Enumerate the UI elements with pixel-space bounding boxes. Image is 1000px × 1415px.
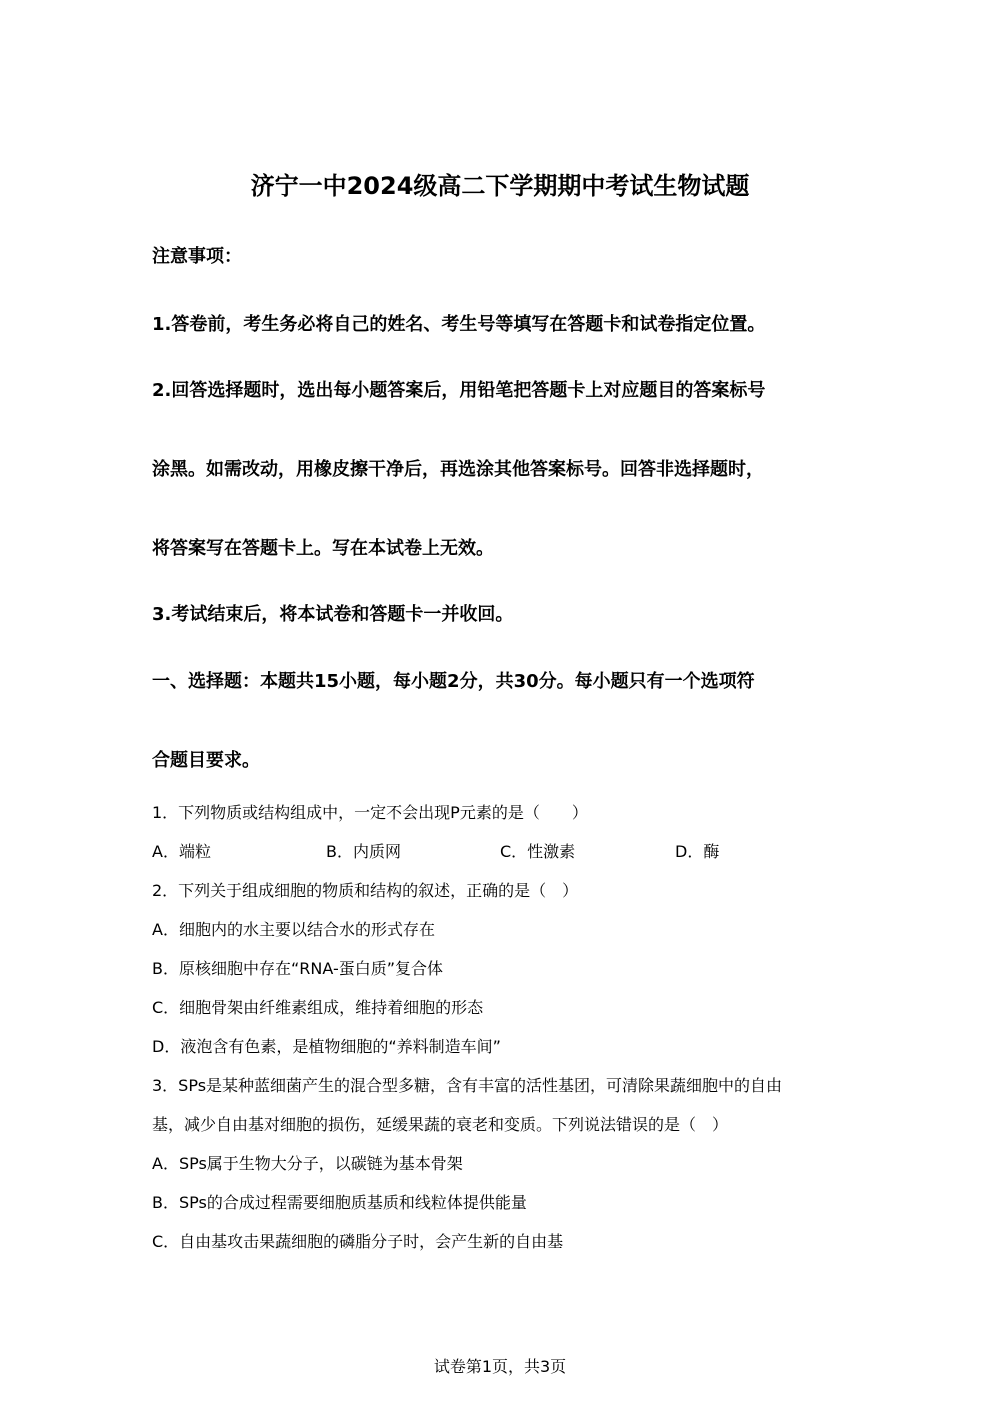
question-1-stem: 1．下列物质或结构组成中，一定不会出现P元素的是（ ） — [152, 803, 588, 822]
page-footer: 试卷第1页，共3页 — [433, 1357, 567, 1376]
question-1-option-a: A．端粒 — [152, 842, 211, 861]
question-1-option-d: D．酶 — [675, 842, 720, 861]
question-3-option-a: A．SPs属于生物大分子，以碳链为基本骨架 — [152, 1154, 463, 1173]
question-3-option-c: C．自由基攻击果蔬细胞的磷脂分子时，会产生新的自由基 — [152, 1232, 564, 1251]
notice-item-1: 1.答卷前，考生务必将自己的姓名、考生号等填写在答题卡和试卷指定位置。 — [152, 314, 766, 335]
notice-item-2-line-3: 将答案写在答题卡上。写在本试卷上无效。 — [152, 538, 494, 559]
question-3-stem-line-2: 基，减少自由基对细胞的损伤，延缓果蔬的衰老和变质。下列说法错误的是（ ） — [152, 1115, 729, 1134]
question-2-option-b: B．原核细胞中存在“RNA-蛋白质”复合体 — [152, 959, 444, 978]
question-3-option-b: B．SPs的合成过程需要细胞质基质和线粒体提供能量 — [152, 1193, 527, 1212]
page-title: 济宁一中2024级高二下学期期中考试生物试题 — [250, 172, 750, 200]
section-heading-line-2: 合题目要求。 — [152, 750, 260, 771]
notice-item-2-line-1: 2.回答选择题时，选出每小题答案后，用铅笔把答题卡上对应题目的答案标号 — [152, 380, 766, 401]
notice-item-3: 3.考试结束后，将本试卷和答题卡一并收回。 — [152, 604, 514, 625]
question-2-option-a: A．细胞内的水主要以结合水的形式存在 — [152, 920, 435, 939]
question-2-option-c: C．细胞骨架由纤维素组成，维持着细胞的形态 — [152, 998, 484, 1017]
notice-heading: 注意事项： — [152, 246, 242, 267]
question-3-stem-line-1: 3．SPs是某种蓝细菌产生的混合型多糖，含有丰富的活性基团，可清除果蔬细胞中的自由 — [152, 1076, 783, 1095]
question-1-option-c: C．性激素 — [500, 842, 576, 861]
question-2-option-d: D．液泡含有色素，是植物细胞的“养料制造车间” — [152, 1037, 501, 1056]
question-2-stem: 2．下列关于组成细胞的物质和结构的叙述，正确的是（ ） — [152, 881, 579, 900]
notice-item-2-line-2: 涂黑。如需改动，用橡皮擦干净后，再选涂其他答案标号。回答非选择题时， — [152, 459, 764, 480]
question-1-option-b: B．内质网 — [326, 842, 401, 861]
section-heading-line-1: 一、选择题：本题共15小题，每小题2分，共30分。每小题只有一个选项符 — [152, 671, 755, 692]
